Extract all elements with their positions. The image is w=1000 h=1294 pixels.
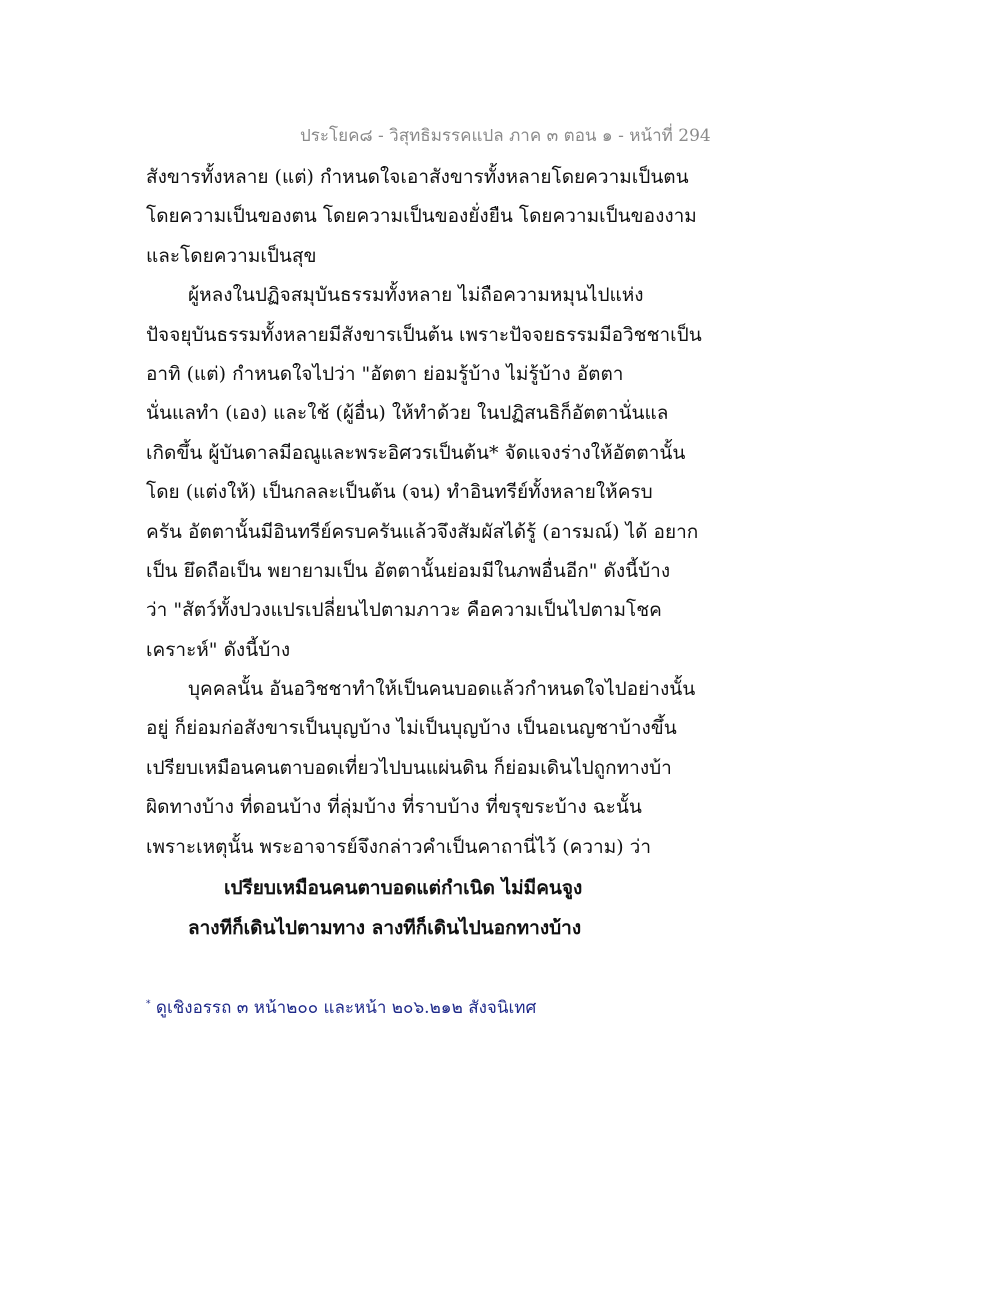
text-line: ว่า "สัตว์ทั้งปวงแปรเปลี่ยนไปตามภาวะ คือความเป็นไปตามโชค [146,599,662,622]
footnote-marker: * [146,999,151,1010]
text-line: เพราะเหตุนั้น พระอาจารย์จึงกล่าวคำเป็นคาถานี่ไว้ (ความ) ว่า [146,835,652,858]
paragraph-start-line: บุคคลนั้น อันอวิชชาทำให้เป็นคนบอดแล้วกำหนดใจไปอย่างนั้น [188,678,696,701]
verse-block [146,868,706,948]
text-line: โดย (แต่งให้) เป็นกลละเป็นต้น (จน) ทำอินทรีย์ทั้งหลายให้ครบ [146,481,653,504]
text-line: ปัจจยุบันธรรมทั้งหลายมีสังขารเป็นต้น เพราะปัจจยธรรมมีอวิชชาเป็น [146,323,702,346]
text-line: สังขารทั้งหลาย (แต่) กำหนดใจเอาสังขารทั้งหลายโดยความเป็นตน [146,166,689,188]
verse-line: เปรียบเหมือนคนตาบอดแต่กำเนิด ไม่มีคนจูง [224,877,583,899]
text-line: เปรียบเหมือนคนตาบอดเที่ยวไปบนแผ่นดิน ก็ย่อมเดินไปถูกทางบ้า [146,756,672,779]
text-line: ครัน อัตตานั้นมีอินทรีย์ครบครันแล้วจึงสัมผัสได้รู้ (อารมณ์) ได้ อยาก [146,520,699,543]
text-line: เคราะห์" ดังนี้บ้าง [146,638,291,661]
paragraph-start-line: ผู้หลงในปฏิจสมุบันธรรมทั้งหลาย ไม่ถือความหมุนไปแห่ง [188,284,644,307]
footnote-text: ดูเชิงอรรถ ๓ หน้า๒๐๐ และหน้า ๒๐๖.๒๑๒ สังจนิเทศ [155,998,537,1018]
verse-line: ลางทีก็เดินไปตามทาง ลางทีก็เดินไปนอกทางบ้าง [188,917,582,939]
running-header: ประโยค๘ - วิสุทธิมรรคแปล ภาค ๓ ตอน ๑ - หน้าที่ 294 [300,126,711,146]
text-line: ผิดทางบ้าง ที่ดอนบ้าง ที่ลุ่มบ้าง ที่ราบบ้าง ที่ขรุขระบ้าง ฉะนั้น [146,796,642,819]
footnote [146,994,706,1021]
text-line: นั่นแลทำ (เอง) และใช้ (ผู้อื่น) ให้ทำด้วย ในปฏิสนธิก็อัตตานั่นแล [146,402,669,425]
text-line: อาทิ (แต่) กำหนดใจไปว่า "อัตตา ย่อมรู้บ้าง ไม่รู้บ้าง อัตตา [146,362,624,385]
text-line: เกิดขึ้น ผู้บันดาลมีอณูและพระอิศวรเป็นต้น* จัดแจงร่างให้อัตตานั้น [146,441,686,464]
text-line: โดยความเป็นของตน โดยความเป็นของยั่งยืน โดยความเป็นของงาม [146,205,697,228]
text-line: เป็น ยึดถือเป็น พยายามเป็น อัตตานั้นย่อมมีในภพอื่นอีก" ดังนี้บ้าง [146,559,671,582]
body-text [146,158,706,867]
text-line: และโดยความเป็นสุข [146,244,317,267]
text-line: อยู่ ก็ย่อมก่อสังขารเป็นบุญบ้าง ไม่เป็นบุญบ้าง เป็นอเนญชาบ้างขึ้น [146,717,677,740]
